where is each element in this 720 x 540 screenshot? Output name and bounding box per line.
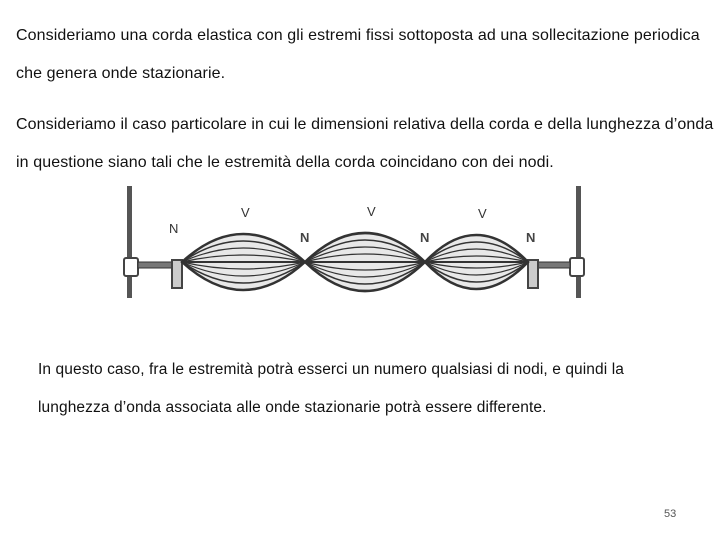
inner-node-label: N (300, 230, 310, 245)
paragraph-intro: Consideriamo una corda elastica con gli estremi fissi sottoposta ad una sollecitazione periodica che genera onde stazionarie. (16, 27, 700, 82)
antinode-label: V (478, 206, 487, 221)
inner-node-label: N (526, 230, 536, 245)
wave-loop-3 (425, 235, 528, 289)
standing-wave-figure (110, 182, 600, 300)
left-clamp (124, 258, 138, 276)
right-post (576, 186, 581, 298)
paragraph-case: Consideriamo il caso particolare in cui le dimensioni relativa della corda e della lunghezza d’onda in questione siano tali che le estremità della corda coincidano con dei nodi. (16, 116, 714, 171)
page-number: 53 (664, 508, 677, 520)
wave-loop-2 (305, 233, 425, 291)
node-label-left: N (169, 221, 179, 236)
inner-node-label: N (420, 230, 430, 245)
antinode-label: V (367, 204, 376, 219)
left-post (127, 186, 132, 298)
antinode-label: V (241, 205, 250, 220)
right-clamp (570, 258, 584, 276)
paragraph-conclusion: In questo caso, fra le estremità potrà esserci un numero qualsiasi di nodi, e quindi la lunghezza d’onda associata alle onde stazionarie potrà essere differente. (38, 361, 624, 416)
wave-loop-1 (182, 234, 305, 290)
